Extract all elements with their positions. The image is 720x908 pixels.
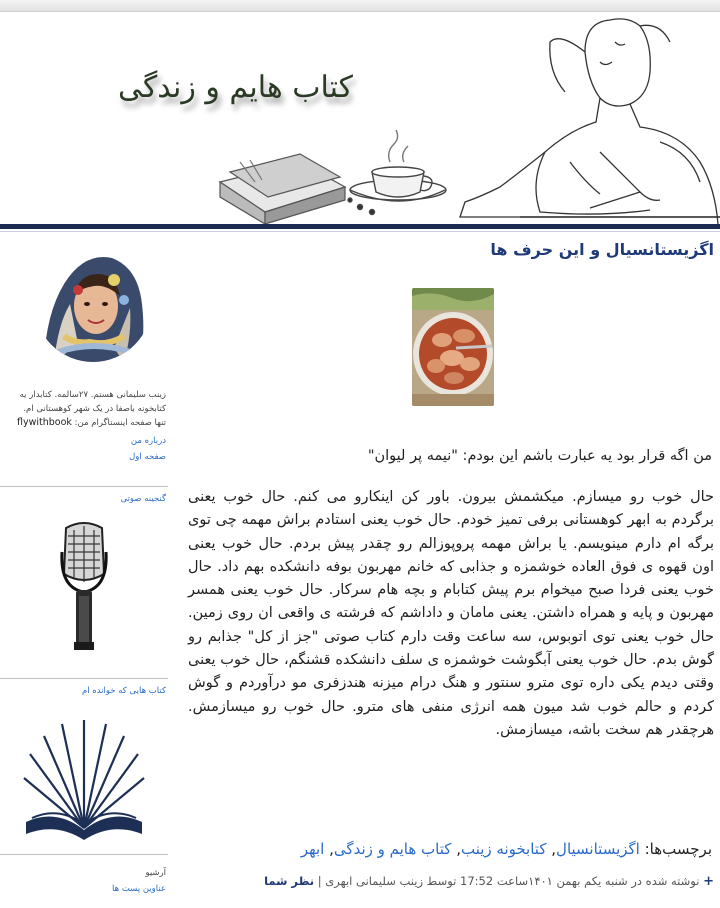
tag-separator: , [329,840,334,858]
blog-header [0,12,720,224]
tag-separator: , [456,840,461,858]
post-titles-link[interactable]: عناوین پست ها [112,884,166,894]
post-tags [301,840,712,858]
about-me-link[interactable]: درباره من [130,436,166,446]
sidebar-divider [0,486,168,487]
tags-label: برچسب‌ها: [644,840,712,858]
instagram-handle: flywithbook [16,417,72,428]
open-book-image[interactable] [22,710,146,846]
avatar [34,244,152,362]
blog-title[interactable]: کتاب هایم و زندگی [118,70,353,105]
post-meta-text: نوشته شده در شنبه یکم بهمن ۱۴۰۱ساعت 17:52 توسط زینب سلیمانی ابهری [325,874,700,888]
bio-line: زینب سلیمانی هستم. ۲۷سالمه. کتابدار یه [19,390,166,400]
tag-link-books-and-life[interactable]: کتاب هایم و زندگی [333,840,452,858]
tag-separator: , [551,840,557,858]
post-body-text: حال خوب رو میسازم. میکشمش بیرون. باور کن اینکارو می کنم. حال خوب یعنی برگردم به ابهر کوهستانی برفی تمیز خودم. حال خوب یعنی استادم براش مهمه چی توی برگه ام دارم مینویسم. یا براش مهمه پروپوزالم رو چقدر پیش بردم. حال خوب یعنی اون قهوه ی فوق العاده خوشمزه و جذابی که خانم مهربون بوفه دانشکده بهم داد. حال خوب یعنی فردا صبح میخوام برم پیش کتابام و بچه هام سرکار. حال خوب یعنی همسر مهربون و پایه و همراه داشتن. یعنی مامان و داداشم که فرشته ی واقعی ان روی زمین. حال خوب یعنی توی اتوبوس، سه ساعت وقت دارم کتاب صوتی "جز از کل" جذابم رو گوش بدم. حال خوب یعنی آبگوشت خوشمزه ی سلف دانشکده قشنگم، حال خوب یعنی وقتی دیدم یکی داره توی مترو سنتور و هنگ درام میزنه هندزفری مو درآوردم و گوش کردم و حالم خوب شد میون همه انرژی منفی های مترو. حال خوب رو میسازمش. هرچقدر هم سخت باشه، میسازمش. [188,489,714,738]
home-page-link[interactable]: صفحه اول [129,452,166,462]
footer-separator: | [317,874,322,888]
audio-treasure-heading[interactable]: گنجینه صوتی [120,494,166,504]
author-bio [2,388,166,430]
sidebar-divider [0,678,168,679]
post-lead-quote: من اگه قرار بود یه عبارت باشم این بودم: "نیمه پر لیوان" [367,448,712,464]
top-toolbar-strip [0,0,720,12]
post-title[interactable]: اگزیستانسیال و این حرف ها [490,240,714,259]
read-books-heading[interactable]: کتاب هایی که خوانده ام [81,686,166,696]
post-footer [264,874,714,889]
sidebar-divider [0,854,168,855]
archive-heading: آرشیو [145,868,166,878]
header-sketch-illustration [0,12,720,224]
tag-link-abhar[interactable]: ابهر [300,840,325,858]
tag-link-existential[interactable]: اگزیستانسیال [556,840,640,858]
header-divider [0,224,720,229]
bio-line: تنها صفحه اینستاگرام من: [74,418,166,428]
tag-link-zeynab-library[interactable]: کتابخونه زینب [460,840,547,858]
post-photo-dumplings [412,288,494,406]
comments-link[interactable]: نظر شما [264,874,315,888]
header-divider-thin [0,231,720,232]
bio-line-instagram [2,416,166,430]
microphone-image[interactable] [56,522,112,656]
bio-line: کتابخونه باصفا در یک شهر کوهستانی ام. [23,404,166,414]
plus-icon: + [703,874,714,889]
